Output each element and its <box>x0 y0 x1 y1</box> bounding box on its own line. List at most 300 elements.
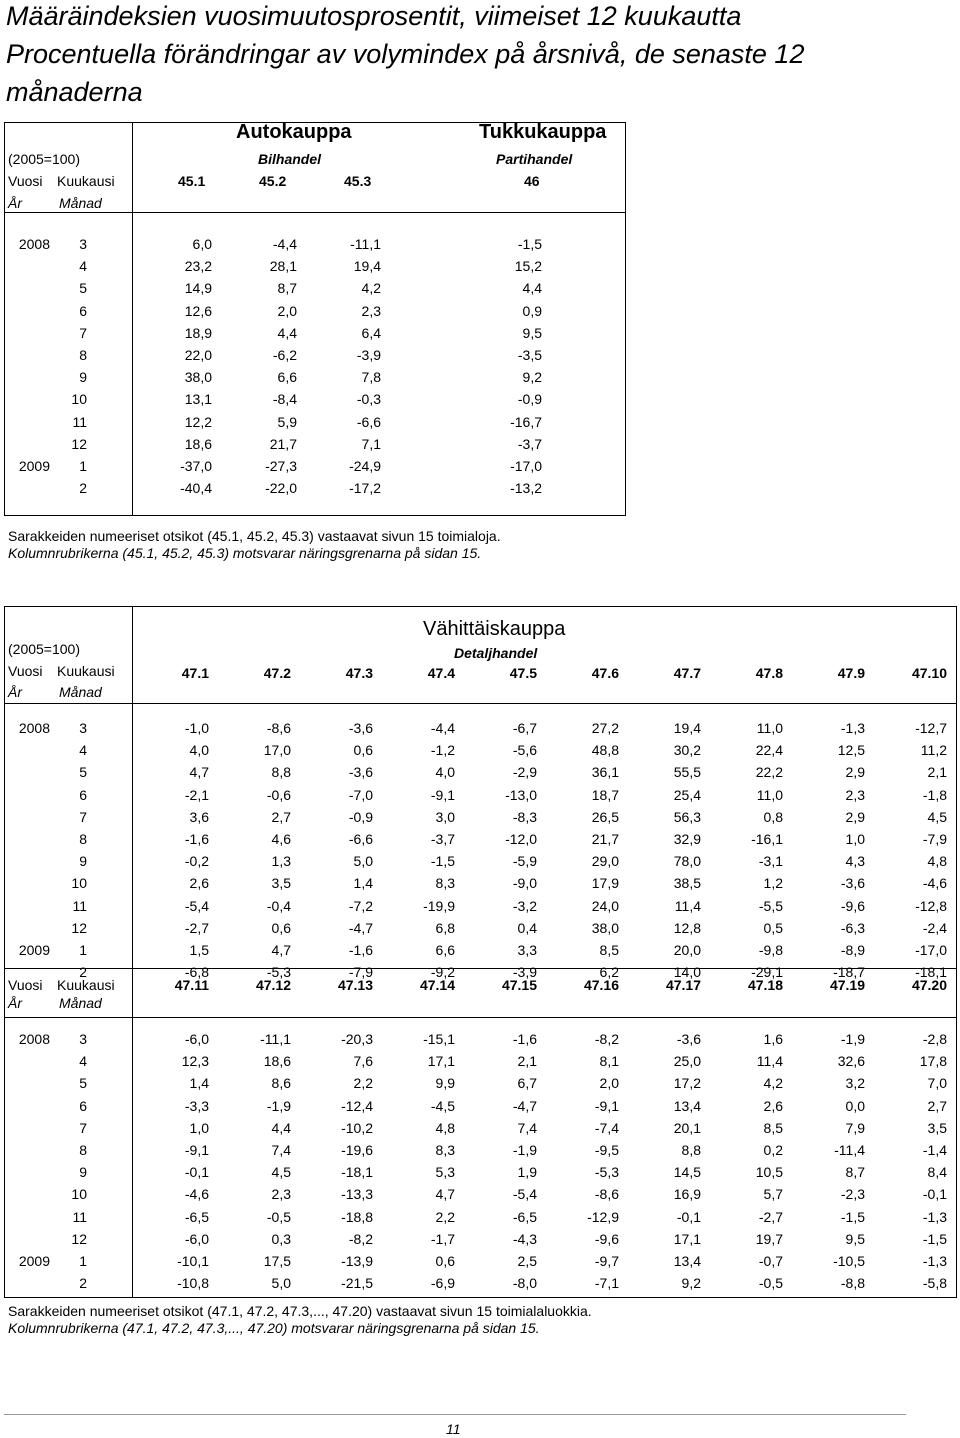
value-cell: 16,9 <box>673 1186 701 1203</box>
value-cell: 2,3 <box>845 786 865 803</box>
value-cell: 19,4 <box>353 258 381 275</box>
column-header: 47.5 <box>509 665 537 681</box>
table-row <box>0 1206 947 1228</box>
month-cell: 2 <box>79 1275 87 1292</box>
year-cell <box>0 806 50 828</box>
value-cell: 4,8 <box>927 853 947 870</box>
value-cell: 6,0 <box>192 236 212 253</box>
value-cell: 1,4 <box>353 875 373 892</box>
value-cell: 11,4 <box>674 897 701 914</box>
table-row <box>0 850 947 872</box>
value-cell: 3,5 <box>927 1119 947 1136</box>
value-cell: 0,8 <box>763 808 783 825</box>
value-cell: 13,1 <box>184 391 212 408</box>
value-cell: 25,0 <box>673 1053 701 1070</box>
value-cell: 2,0 <box>599 1075 619 1092</box>
table-row <box>0 1072 947 1094</box>
value-cell: -4,5 <box>430 1097 455 1114</box>
value-cell: 30,2 <box>673 742 701 759</box>
value-cell: -10,2 <box>341 1119 373 1136</box>
value-cell: 6,2 <box>599 964 619 981</box>
value-cell: -27,3 <box>265 457 297 474</box>
value-cell: -17,0 <box>915 941 947 958</box>
value-cell: 0,6 <box>353 742 373 759</box>
column-header: 47.8 <box>755 665 783 681</box>
value-cell: -6,7 <box>512 720 537 737</box>
value-cell: 0,9 <box>522 302 542 319</box>
column-header: 47.9 <box>837 665 865 681</box>
table2-group-vahittaiskauppa: Vähittäiskauppa <box>423 618 566 640</box>
table2-header-divider <box>5 703 956 704</box>
value-cell: 19,7 <box>755 1230 783 1247</box>
value-cell: 4,7 <box>271 941 291 958</box>
value-cell: 21,7 <box>269 435 297 452</box>
value-cell: -2,8 <box>922 1031 947 1048</box>
value-cell: -3,6 <box>348 764 373 781</box>
value-cell: 7,4 <box>271 1142 291 1159</box>
title-sv-line1: Procentuella förändringar av volymindex på årsnivå, de senaste 12 <box>6 39 805 69</box>
value-cell: 17,2 <box>673 1075 701 1092</box>
value-cell: 9,5 <box>522 324 542 341</box>
column-header: 47.4 <box>427 665 455 681</box>
month-cell: 9 <box>79 369 87 386</box>
value-cell: -12,4 <box>341 1097 373 1114</box>
value-cell: -6,9 <box>430 1275 455 1292</box>
value-cell: 20,1 <box>673 1119 701 1136</box>
month-cell: 3 <box>79 236 87 253</box>
value-cell: 22,2 <box>755 764 783 781</box>
month-cell: 12 <box>71 1230 87 1247</box>
value-cell: 2,6 <box>189 875 209 892</box>
table-row <box>0 455 542 477</box>
value-cell: -7,1 <box>594 1275 619 1292</box>
value-cell: -7,9 <box>922 831 947 848</box>
table2-month-label: Kuukausi <box>57 663 115 679</box>
table-row <box>0 1028 947 1050</box>
value-cell: -2,1 <box>184 786 209 803</box>
table-row <box>0 1272 947 1294</box>
table1-note-sv: Kolumnrubrikerna (45.1, 45.2, 45.3) motsvarar näringsgrenarna på sidan 15. <box>8 545 482 561</box>
value-cell: 1,3 <box>271 853 291 870</box>
value-cell: 38,0 <box>591 919 619 936</box>
table1-col-header: 45.2 <box>259 173 287 189</box>
table2-mid-divider-2 <box>5 1017 956 1018</box>
value-cell: -1,9 <box>266 1097 291 1114</box>
value-cell: -13,3 <box>341 1186 373 1203</box>
column-header: 47.2 <box>263 665 291 681</box>
year-cell <box>0 388 50 410</box>
value-cell: -6,5 <box>184 1208 209 1225</box>
value-cell: 8,5 <box>599 941 619 958</box>
value-cell: -1,4 <box>922 1142 947 1159</box>
value-cell: -21,5 <box>341 1275 373 1292</box>
value-cell: 5,9 <box>277 413 297 430</box>
year-cell <box>0 300 50 322</box>
column-header: 47.17 <box>665 977 701 993</box>
month-cell: 2 <box>79 480 87 497</box>
value-cell: 5,3 <box>435 1164 455 1181</box>
year-cell <box>0 1161 50 1183</box>
year-cell <box>0 1072 50 1094</box>
value-cell: -1,3 <box>922 1252 947 1269</box>
value-cell: 36,1 <box>591 764 619 781</box>
value-cell: -9,5 <box>594 1142 619 1159</box>
value-cell: -9,6 <box>594 1230 619 1247</box>
month-cell: 4 <box>79 742 87 759</box>
table2-note-sv: Kolumnrubrikerna (47.1, 47.2, 47.3,..., 47.20) motsvarar näringsgrenarna på sidan 15. <box>8 1320 540 1336</box>
value-cell: 3,5 <box>271 875 291 892</box>
value-cell: -9,8 <box>758 941 783 958</box>
year-cell <box>0 477 50 499</box>
value-cell: -1,3 <box>840 720 865 737</box>
value-cell: 8,4 <box>927 1164 947 1181</box>
value-cell: 17,1 <box>673 1230 701 1247</box>
month-cell: 8 <box>79 1142 87 1159</box>
value-cell: -9,2 <box>430 964 455 981</box>
value-cell: 1,2 <box>763 875 783 892</box>
value-cell: 6,6 <box>435 941 455 958</box>
value-cell: 8,7 <box>277 280 297 297</box>
table-row <box>0 1250 947 1272</box>
value-cell: -9,6 <box>840 897 865 914</box>
table1-header-divider <box>5 212 625 213</box>
month-cell: 10 <box>71 391 87 408</box>
value-cell: 2,3 <box>361 302 381 319</box>
value-cell: -3,6 <box>348 720 373 737</box>
value-cell: 8,8 <box>681 1142 701 1159</box>
value-cell: 4,6 <box>271 831 291 848</box>
year-cell <box>0 344 50 366</box>
table2b-month-label-sv: Månad <box>59 995 102 1011</box>
table1-group-autokauppa: Autokauppa <box>236 121 352 143</box>
value-cell: 4,8 <box>435 1119 455 1136</box>
value-cell: 6,7 <box>517 1075 537 1092</box>
value-cell: -2,3 <box>840 1186 865 1203</box>
value-cell: -4,6 <box>922 875 947 892</box>
value-cell: 4,5 <box>271 1164 291 1181</box>
value-cell: 4,2 <box>763 1075 783 1092</box>
value-cell: 5,7 <box>763 1186 783 1203</box>
value-cell: -1,7 <box>430 1230 455 1247</box>
value-cell: -0,5 <box>266 1208 291 1225</box>
table2-data-b <box>0 1028 947 1294</box>
value-cell: 5,0 <box>353 853 373 870</box>
value-cell: 4,5 <box>927 808 947 825</box>
year-cell <box>0 917 50 939</box>
value-cell: 2,3 <box>271 1186 291 1203</box>
title-fi: Määräindeksien vuosimuutosprosentit, viimeiset 12 kuukautta <box>6 1 742 31</box>
column-header: 47.19 <box>829 977 865 993</box>
value-cell: -5,4 <box>184 897 209 914</box>
table-row <box>0 300 542 322</box>
year-cell <box>0 895 50 917</box>
table-row <box>0 344 542 366</box>
table1-base-label: (2005=100) <box>8 151 81 167</box>
value-cell: 22,0 <box>184 347 212 364</box>
table1-col-header: 46 <box>524 173 540 189</box>
value-cell: 7,0 <box>927 1075 947 1092</box>
table-row <box>0 961 947 983</box>
table1-year-label-sv: År <box>8 195 22 211</box>
table-row <box>0 1139 947 1161</box>
value-cell: -40,4 <box>180 480 212 497</box>
value-cell: 38,0 <box>184 369 212 386</box>
year-cell <box>0 322 50 344</box>
value-cell: 18,6 <box>263 1053 291 1070</box>
value-cell: -9,1 <box>594 1097 619 1114</box>
value-cell: -5,3 <box>266 964 291 981</box>
column-header: 47.15 <box>501 977 537 993</box>
value-cell: -12,7 <box>915 720 947 737</box>
year-cell <box>0 872 50 894</box>
value-cell: -6,0 <box>184 1031 209 1048</box>
column-header: 47.20 <box>911 977 947 993</box>
value-cell: -5,6 <box>512 742 537 759</box>
value-cell: 9,9 <box>435 1075 455 1092</box>
value-cell: -1,8 <box>922 786 947 803</box>
table2-data-a <box>0 717 947 983</box>
value-cell: -1,6 <box>512 1031 537 1048</box>
month-cell: 9 <box>79 853 87 870</box>
table-row <box>0 1161 947 1183</box>
month-cell: 11 <box>72 897 87 914</box>
column-header: 47.12 <box>255 977 291 993</box>
value-cell: -6,2 <box>272 347 297 364</box>
value-cell: -17,2 <box>349 480 381 497</box>
value-cell: -1,0 <box>184 720 209 737</box>
value-cell: -3,3 <box>184 1097 209 1114</box>
table-row <box>0 939 947 961</box>
footer-rule <box>4 1414 906 1415</box>
value-cell: 8,3 <box>435 875 455 892</box>
table-row <box>0 411 542 433</box>
value-cell: -13,0 <box>505 786 537 803</box>
value-cell: 28,1 <box>269 258 297 275</box>
year-cell: 2009 <box>18 457 50 474</box>
value-cell: -6,5 <box>512 1208 537 1225</box>
value-cell: -1,5 <box>517 236 542 253</box>
value-cell: -12,0 <box>505 831 537 848</box>
value-cell: -20,3 <box>341 1031 373 1048</box>
month-cell: 10 <box>71 1186 87 1203</box>
month-cell: 5 <box>79 1075 87 1092</box>
value-cell: 2,2 <box>435 1208 455 1225</box>
year-cell: 2008 <box>18 1031 50 1048</box>
table-row <box>0 739 947 761</box>
value-cell: -13,2 <box>510 480 542 497</box>
value-cell: -6,6 <box>356 413 381 430</box>
table-row <box>0 366 542 388</box>
value-cell: -5,9 <box>512 853 537 870</box>
value-cell: 2,7 <box>927 1097 947 1114</box>
value-cell: -4,3 <box>512 1230 537 1247</box>
table1-note-fi: Sarakkeiden numeeriset otsikot (45.1, 45.2, 45.3) vastaavat sivun 15 toimialoja. <box>8 528 501 544</box>
value-cell: 12,5 <box>837 742 865 759</box>
table1-col-header: 45.1 <box>178 173 206 189</box>
table-row <box>0 717 947 739</box>
month-cell: 4 <box>79 258 87 275</box>
value-cell: -13,9 <box>341 1252 373 1269</box>
year-cell <box>0 366 50 388</box>
table1-month-label: Kuukausi <box>57 173 115 189</box>
title-sv-line2: månaderna <box>6 77 143 107</box>
month-cell: 12 <box>71 919 87 936</box>
value-cell: 18,9 <box>184 324 212 341</box>
table1-group-bilhandel: Bilhandel <box>258 151 322 167</box>
value-cell: -7,2 <box>348 897 373 914</box>
value-cell: 78,0 <box>673 853 701 870</box>
year-cell <box>0 1095 50 1117</box>
value-cell: 23,2 <box>184 258 212 275</box>
value-cell: -0,1 <box>922 1186 947 1203</box>
month-cell: 1 <box>79 457 87 474</box>
value-cell: -0,4 <box>266 897 291 914</box>
year-cell <box>0 1139 50 1161</box>
value-cell: -4,7 <box>512 1097 537 1114</box>
value-cell: 17,0 <box>263 742 291 759</box>
value-cell: 25,4 <box>673 786 701 803</box>
value-cell: 2,5 <box>517 1252 537 1269</box>
year-cell <box>0 411 50 433</box>
month-cell: 4 <box>79 1053 87 1070</box>
value-cell: -3,6 <box>840 875 865 892</box>
year-cell <box>0 433 50 455</box>
value-cell: 4,7 <box>435 1186 455 1203</box>
year-cell <box>0 784 50 806</box>
value-cell: 55,5 <box>673 764 701 781</box>
value-cell: 7,1 <box>361 435 381 452</box>
value-cell: -0,1 <box>184 1164 209 1181</box>
value-cell: 17,9 <box>591 875 619 892</box>
value-cell: -0,2 <box>184 853 209 870</box>
table-row <box>0 761 947 783</box>
table2-month-label-sv: Månad <box>59 684 102 700</box>
year-cell <box>0 277 50 299</box>
value-cell: 8,3 <box>435 1142 455 1159</box>
table2-group-detaljhandel: Detaljhandel <box>454 645 538 661</box>
value-cell: -3,7 <box>430 831 455 848</box>
value-cell: 32,6 <box>837 1053 865 1070</box>
table2-base-label: (2005=100) <box>8 641 81 657</box>
value-cell: 8,7 <box>845 1164 865 1181</box>
month-cell: 2 <box>79 964 87 981</box>
value-cell: -1,6 <box>184 831 209 848</box>
value-cell: 2,0 <box>277 302 297 319</box>
value-cell: -12,8 <box>915 897 947 914</box>
value-cell: 0,5 <box>763 919 783 936</box>
value-cell: -1,2 <box>430 742 455 759</box>
value-cell: -0,7 <box>758 1252 783 1269</box>
table-row <box>0 1050 947 1072</box>
value-cell: -19,9 <box>423 897 455 914</box>
value-cell: -2,7 <box>184 919 209 936</box>
value-cell: 14,0 <box>673 964 701 981</box>
value-cell: 0,6 <box>435 1252 455 1269</box>
value-cell: 1,4 <box>189 1075 209 1092</box>
value-cell: -1,6 <box>348 941 373 958</box>
value-cell: 12,8 <box>673 919 701 936</box>
value-cell: -22,0 <box>265 480 297 497</box>
year-cell <box>0 850 50 872</box>
value-cell: 15,2 <box>514 258 542 275</box>
value-cell: 0,6 <box>271 919 291 936</box>
value-cell: -0,3 <box>356 391 381 408</box>
month-cell: 7 <box>79 808 87 825</box>
value-cell: -8,6 <box>266 720 291 737</box>
year-cell <box>0 1183 50 1205</box>
value-cell: -7,0 <box>348 786 373 803</box>
table-row <box>0 1117 947 1139</box>
year-cell <box>0 1117 50 1139</box>
value-cell: -9,1 <box>184 1142 209 1159</box>
table-row <box>0 1183 947 1205</box>
table2-year-label: Vuosi <box>8 663 43 679</box>
value-cell: -10,1 <box>177 1252 209 1269</box>
value-cell: -16,1 <box>751 831 783 848</box>
value-cell: 2,1 <box>927 764 947 781</box>
value-cell: -5,3 <box>594 1164 619 1181</box>
value-cell: -10,8 <box>177 1275 209 1292</box>
value-cell: 6,6 <box>277 369 297 386</box>
value-cell: -3,9 <box>512 964 537 981</box>
month-cell: 6 <box>79 302 87 319</box>
value-cell: 24,0 <box>591 897 619 914</box>
column-header: 47.7 <box>673 665 701 681</box>
year-cell <box>0 1272 50 1294</box>
value-cell: -6,8 <box>184 964 209 981</box>
month-cell: 11 <box>72 413 87 430</box>
year-cell <box>0 828 50 850</box>
value-cell: -10,5 <box>833 1252 865 1269</box>
value-cell: -6,0 <box>184 1230 209 1247</box>
table1-month-label-sv: Månad <box>59 195 102 211</box>
value-cell: -1,9 <box>512 1142 537 1159</box>
table-row <box>0 255 542 277</box>
value-cell: 8,8 <box>271 764 291 781</box>
value-cell: 0,0 <box>845 1097 865 1114</box>
table2-year-label-sv: År <box>8 684 22 700</box>
value-cell: -11,1 <box>260 1031 291 1048</box>
value-cell: 48,8 <box>591 742 619 759</box>
value-cell: -0,6 <box>266 786 291 803</box>
year-cell: 2008 <box>18 236 50 253</box>
value-cell: 17,5 <box>263 1252 291 1269</box>
value-cell: -4,6 <box>184 1186 209 1203</box>
value-cell: -3,6 <box>676 1031 701 1048</box>
value-cell: -7,4 <box>594 1119 619 1136</box>
value-cell: -12,9 <box>587 1208 619 1225</box>
value-cell: -1,9 <box>840 1031 865 1048</box>
value-cell: -2,4 <box>922 919 947 936</box>
value-cell: 3,6 <box>189 808 209 825</box>
month-cell: 10 <box>71 875 87 892</box>
value-cell: -11,4 <box>834 1142 865 1159</box>
table-row <box>0 388 542 410</box>
year-cell <box>0 761 50 783</box>
month-cell: 11 <box>72 1208 87 1225</box>
column-header: 47.1 <box>181 665 209 681</box>
value-cell: 0,4 <box>517 919 537 936</box>
value-cell: 21,7 <box>591 831 619 848</box>
value-cell: -8,4 <box>272 391 297 408</box>
value-cell: -1,5 <box>430 853 455 870</box>
value-cell: 27,2 <box>591 720 619 737</box>
column-header: 47.13 <box>337 977 373 993</box>
value-cell: 22,4 <box>755 742 783 759</box>
table-row <box>0 477 542 499</box>
value-cell: -18,1 <box>915 964 947 981</box>
value-cell: 4,2 <box>361 280 381 297</box>
